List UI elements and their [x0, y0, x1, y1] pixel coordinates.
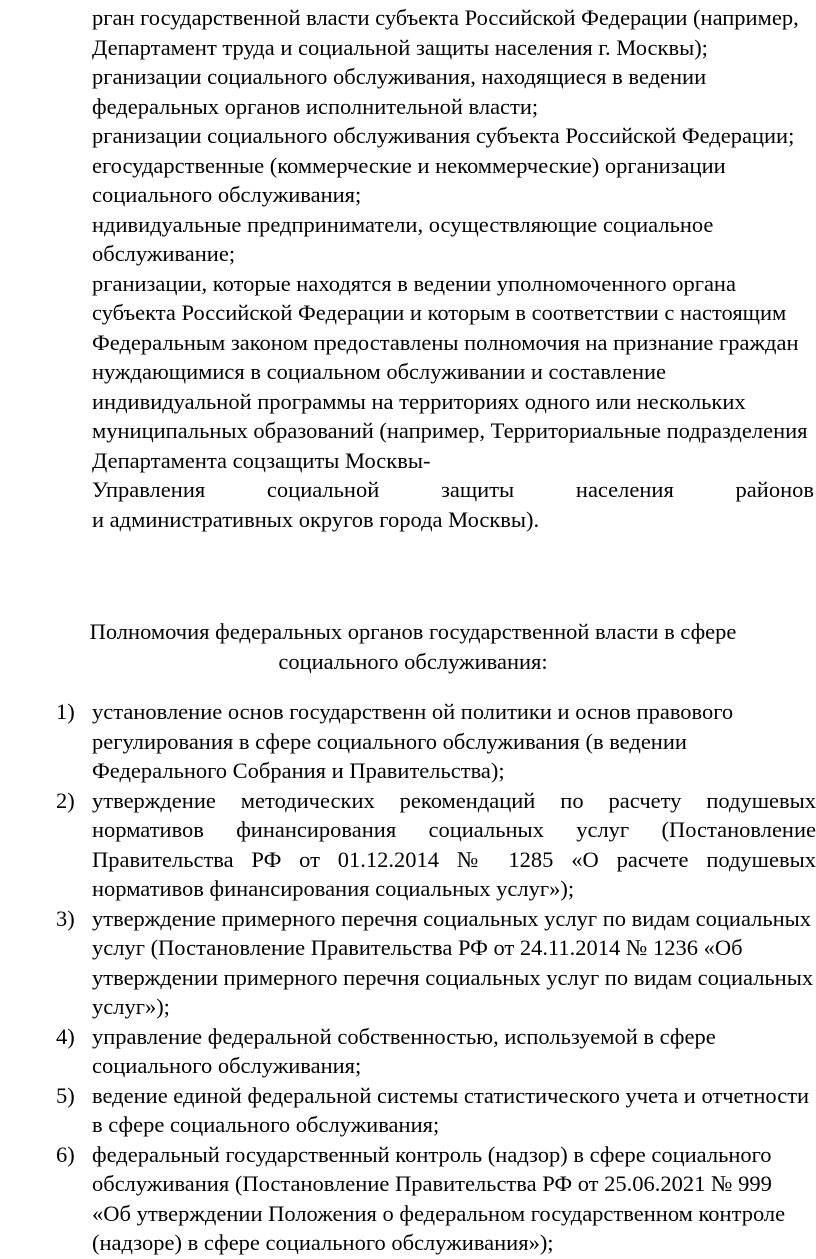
list-item-continuation: Управления социальной защиты населения районов [92, 477, 814, 502]
item-text: федеральный государственный контроль (надзор) в сфере социального обслуживания (Постановление Правительства РФ от 25.06.2021 № 999 «Об утверждении Положения о федеральном государственном контроле (надзоре) в сфере социального обслуживания»); [92, 1141, 786, 1255]
item-number: 5) [56, 1082, 75, 1108]
list-item: рган государственной власти субъекта Российской Федерации (например, Департамент труда и социальной защиты населения г. Москвы); [92, 5, 799, 60]
item-number: 6) [56, 1141, 75, 1167]
list-item: егосударственные (коммерческие и некоммерческие) организации социального обслуживания; [92, 152, 726, 207]
power-item [48, 1140, 816, 1258]
list-item: рганизации, которые находятся в ведении уполномоченного органа субъекта Российской Федерации и которым в соответствии с настоящим Федеральным законом предоставлены полномочия на признание граждан нуждающимися в социальном обслуживании и составление индивидуальной программы на территориях одного или нескольких муниципальных образований (например, Территориальные подразделения Департамента соцзащиты Москвы- [92, 270, 808, 473]
list-item: рганизации социального обслуживания субъекта Российской Федерации; [92, 123, 795, 148]
item-number: 3) [56, 905, 75, 931]
powers-list [48, 697, 816, 1258]
item-text: утверждение примерного перечня социальных услуг по видам социальных услуг (Постановление Правительства РФ от 24.11.2014 № 1236 «Об утверждении примерного перечня социальных услуг по видам социальных услуг»); [92, 905, 814, 1019]
power-item [48, 1081, 816, 1140]
power-item [48, 786, 816, 904]
power-item [48, 904, 816, 1022]
item-number: 1) [56, 699, 75, 724]
power-item [48, 1022, 816, 1081]
list-item-continuation: и административных округов города Москвы). [92, 506, 540, 532]
item-text: управление федеральной собственностью, используемой в сфере социального обслуживания; [92, 1023, 716, 1078]
section-heading-line: Полномочия федеральных органов государственной власти в сфере [89, 619, 737, 644]
section-heading [40, 617, 786, 676]
providers-list [92, 3, 814, 534]
item-text: утверждение методических рекомендаций по расчету подушевых нормативов финансирования социальных услуг (Постановление Правительства РФ от 01.12.2014 № 1285 «О расчете подушевых нормативов финансирования социальных услуг»); [92, 787, 816, 901]
section-heading-line: социального обслуживания: [278, 648, 548, 674]
item-number: 4) [56, 1023, 75, 1049]
list-item: рганизации социального обслуживания, находящиеся в ведении федеральных органов исполнительной власти; [92, 64, 707, 119]
list-item: ндивидуальные предприниматели, осуществляющие социальное обслуживание; [92, 211, 714, 266]
item-text: ведение единой федеральной системы статистического учета и отчетности в сфере социального обслуживания; [92, 1082, 810, 1137]
item-number: 2) [56, 787, 75, 813]
item-text: установление основ государственн ой политики и основ правового регулирования в сфере социального обслуживания (в ведении Федерального Собрания и Правительства); [92, 699, 734, 783]
power-item [48, 697, 816, 786]
